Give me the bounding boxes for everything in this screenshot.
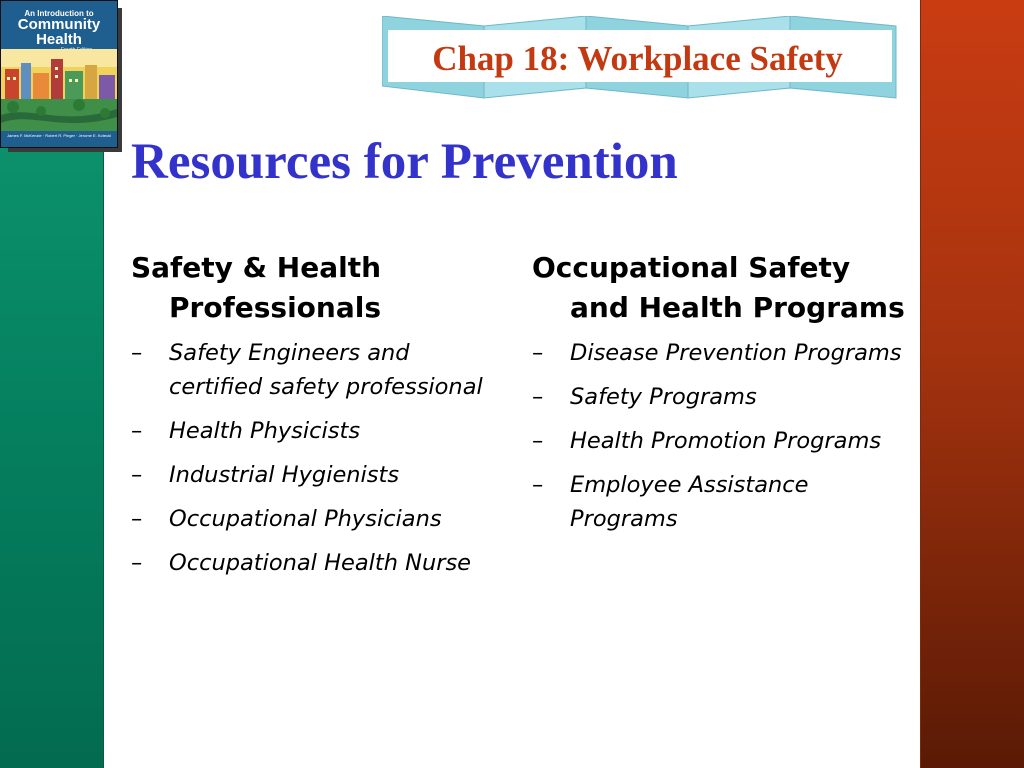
chapter-banner-text: Chap 18: Workplace Safety	[432, 39, 843, 78]
list-item	[131, 336, 491, 404]
book-cover-image	[0, 0, 118, 148]
left-column-heading: Safety & Health Professionals	[131, 251, 382, 324]
right-column	[532, 248, 912, 546]
list-item-text: Health Promotion Programs	[570, 428, 882, 454]
list-item	[131, 546, 491, 580]
bullet-dash: –	[532, 340, 544, 366]
list-item	[131, 414, 491, 448]
list-item-text: Disease Prevention Programs	[570, 340, 902, 366]
list-item	[532, 380, 912, 414]
list-item	[532, 336, 912, 370]
bullet-dash: –	[131, 506, 143, 532]
list-item-text: Safety Engineers and certified safety professional	[169, 340, 483, 400]
book-cover-subtitle: An Introduction to	[24, 9, 94, 18]
bullet-dash: –	[131, 418, 143, 444]
bullet-dash: –	[532, 428, 544, 454]
list-item	[532, 468, 912, 536]
bullet-dash: –	[131, 462, 143, 488]
list-item-text: Employee Assistance Programs	[570, 472, 809, 532]
list-item-text: Occupational Physicians	[169, 506, 442, 532]
left-column	[131, 248, 491, 590]
slide-title: Resources for Prevention	[131, 134, 678, 190]
bullet-dash: –	[131, 550, 143, 576]
book-cover-title-line2: Health	[36, 31, 82, 48]
list-item-text: Occupational Health Nurse	[169, 550, 472, 576]
bullet-dash: –	[532, 472, 544, 498]
list-item-text: Industrial Hygienists	[169, 462, 400, 488]
bullet-dash: –	[131, 340, 143, 366]
list-item	[131, 502, 491, 536]
right-decorative-bar	[920, 0, 1024, 768]
left-bullet-list	[131, 336, 491, 580]
bullet-dash: –	[532, 384, 544, 410]
list-item	[532, 424, 912, 458]
right-column-heading: Occupational Safety and Health Programs	[532, 251, 905, 324]
book-cover-title	[1, 17, 117, 47]
book-cover-artwork	[1, 49, 117, 131]
list-item-text: Health Physicists	[169, 418, 361, 444]
book-cover-authors: James F. McKenzie · Robert R. Pinger · Jerome E. Kotecki	[6, 133, 112, 138]
list-item-text: Safety Programs	[570, 384, 757, 410]
list-item	[131, 458, 491, 492]
book-cover-title-line1: Community	[17, 16, 101, 33]
right-bullet-list	[532, 336, 912, 536]
